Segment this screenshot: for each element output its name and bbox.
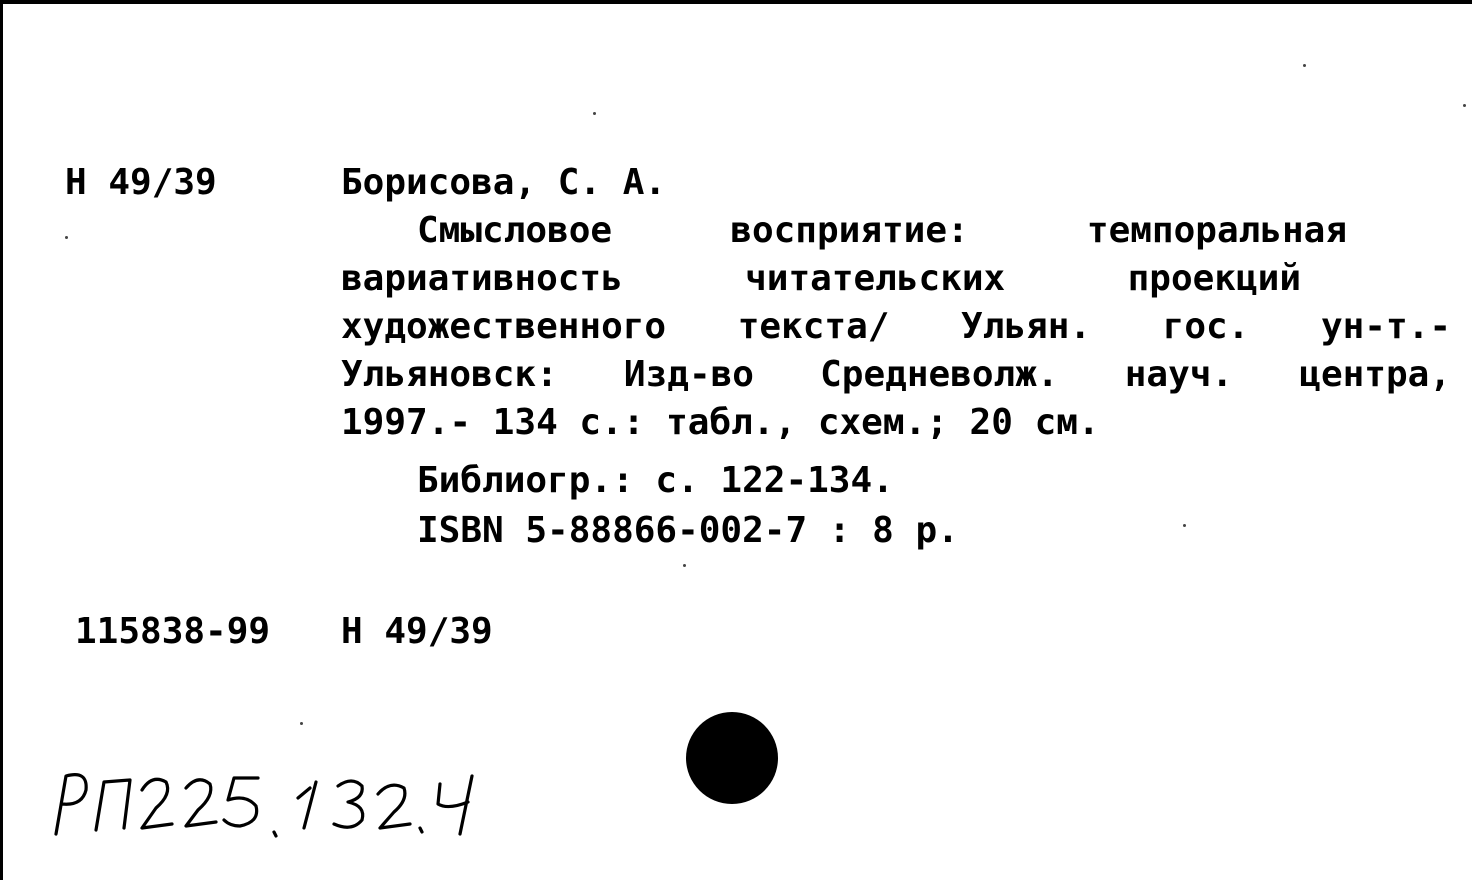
title-line-5: 1997.- 134 с.: табл., схем.; 20 см.: [341, 402, 1100, 443]
shelf-mark-bottom: Н 49/39: [341, 611, 493, 652]
speck: [65, 236, 68, 239]
speck: [300, 722, 303, 725]
speck: [593, 112, 596, 115]
title-line-3: художественного текста/ Ульян. гос. ун-т.-: [341, 306, 1451, 347]
title-line-2: вариативность читательских проекций: [341, 258, 1301, 299]
handwritten-classification-code: [48, 764, 518, 844]
speck: [1303, 64, 1306, 67]
title-line-1: Смысловое восприятие: темпоральная: [417, 210, 1347, 251]
isbn-price: ISBN 5-88866-002-7 : 8 р.: [417, 510, 959, 551]
shelf-mark: Н 49/39: [65, 162, 217, 203]
speck: [1463, 104, 1466, 107]
speck: [1183, 524, 1186, 527]
author-name: Борисова, С. А.: [341, 162, 667, 203]
speck: [683, 564, 686, 567]
inventory-number: 115838-99: [75, 611, 271, 652]
bibliography-note: Библиогр.: с. 122-134.: [417, 460, 894, 501]
punch-hole: [686, 712, 778, 804]
title-line-4: Ульяновск: Изд-во Средневолж. науч. центра,: [341, 354, 1451, 395]
